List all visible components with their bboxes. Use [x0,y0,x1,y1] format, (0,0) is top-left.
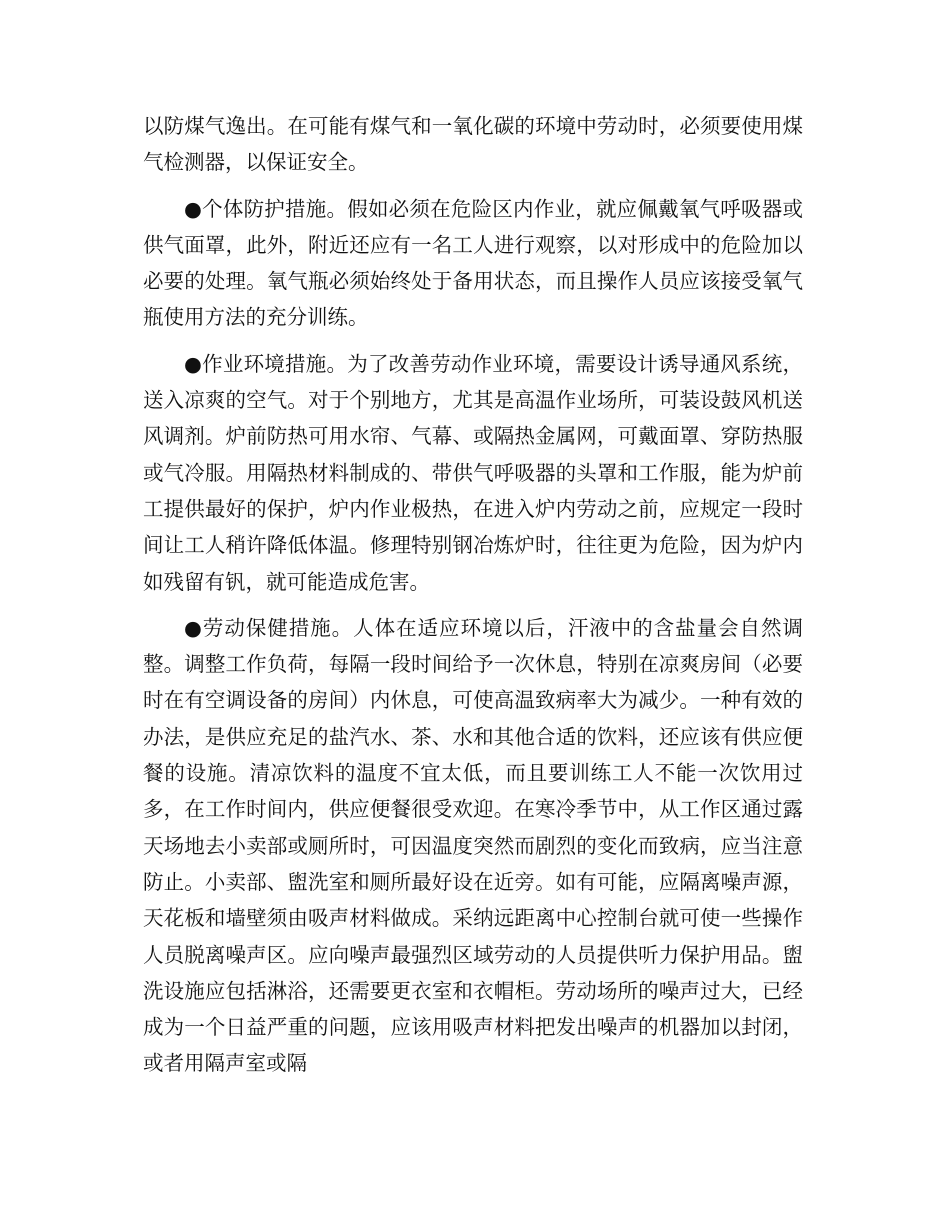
paragraph-work-environment: ●作业环境措施。为了改善劳动作业环境，需要设计诱导通风系统，送入凉爽的空气。对于个别地方，尤其是高温作业场所，可装设鼓风机送风调剂。炉前防热可用水帘、气幕、或隔热金属网，可戴面罩、穿防热服或气冷服。用隔热材料制成的、带供气呼吸器的头罩和工作服，能为炉前工提供最好的保护，炉内作业极热，在进入炉内劳动之前，应规定一段时间让工人稍许降低体温。修理特别钢冶炼炉时，往往更为危险，因为炉内如残留有钒，就可能造成危害。 [143,351,803,594]
document-page [143,108,803,1082]
paragraph-personal-protection: ●个体防护措施。假如必须在危险区内作业，就应佩戴氧气呼吸器或供气面罩，此外，附近还应有一名工人进行观察，以对形成中的危险加以必要的处理。氧气瓶必须始终处于备用状态，而且操作人员应该接受氧气瓶使用方法的充分训练。 [143,196,803,330]
paragraph-labor-health: ●劳动保健措施。人体在适应环境以后，汗液中的含盐量会自然调整。调整工作负荷，每隔一段时间给予一次休息，特别在凉爽房间（必要时在有空调设备的房间）内休息，可使高温致病率大为减少。一种有效的办法，是供应充足的盐汽水、茶、水和其他合适的饮料，还应该有供应便餐的设施。清凉饮料的温度不宜太低，而且要训练工人不能一次饮用过多，在工作时间内，供应便餐很受欢迎。在寒冷季节中，从工作区通过露天场地去小卖部或厕所时，可因温度突然而剧烈的变化而致病，应当注意防止。小卖部、盥洗室和厕所最好设在近旁。如有可能，应隔离噪声源，天花板和墙壁须由吸声材料做成。采纳远距离中心控制台就可使一些操作人员脱离噪声区。应向噪声最强烈区域劳动的人员提供听力保护用品。盥洗设施应包括淋浴，还需要更衣室和衣帽柜。劳动场所的噪声过大，已经成为一个日益严重的问题，应该用吸声材料把发出噪声的机器加以封闭，或者用隔声室或隔 [143,615,803,1076]
paragraph-gas-safety: 以防煤气逸出。在可能有煤气和一氧化碳的环境中劳动时，必须要使用煤气检测器，以保证安全。 [143,114,803,175]
